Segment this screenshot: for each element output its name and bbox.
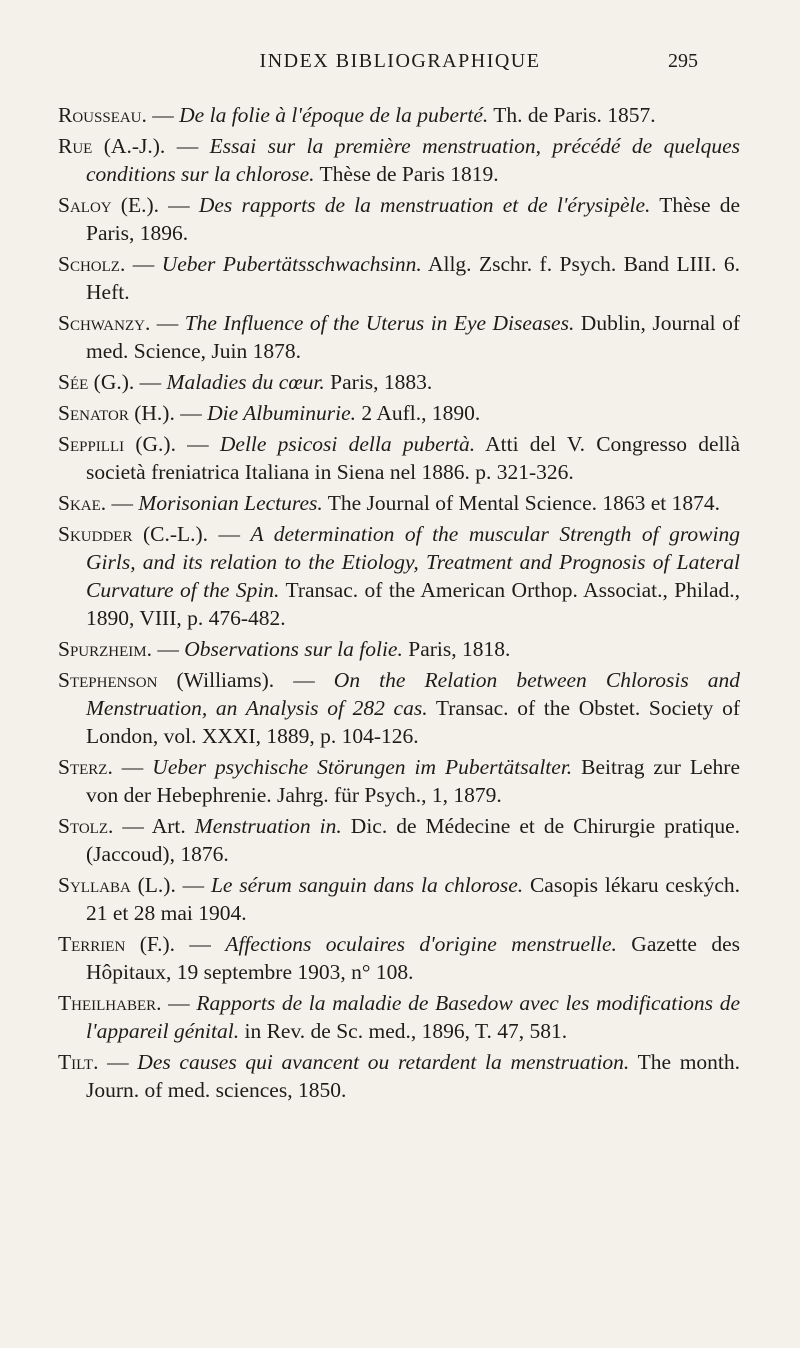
entry-publication: Dic. de Médecine et de Chirurgie pratique. (Jaccoud), 1876. [86, 814, 740, 866]
entry-author: Sée [58, 370, 89, 394]
entry-separator: (G.). — [88, 370, 167, 394]
entry-separator: (G.). — [124, 432, 220, 456]
bibliography-list [58, 101, 740, 1107]
entry-publication: in Rev. de Sc. med., 1896, T. 47, 581. [239, 1019, 568, 1043]
entry-publication: Casopis lékaru ceských. 21 et 28 mai 1904. [86, 873, 741, 925]
entry-separator: — [98, 1050, 138, 1074]
entry-title: Maladies du cœur. [166, 370, 325, 394]
running-head: INDEX BIBLIOGRAPHIQUE [259, 50, 541, 72]
bibliography-entry [58, 309, 740, 365]
entry-separator: — [161, 991, 197, 1015]
entry-separator: — [150, 311, 185, 335]
entry-title: Delle psicosi della pubertà. [219, 432, 476, 456]
entry-separator: — [112, 755, 153, 779]
entry-publication: Paris, 1818. [402, 637, 511, 661]
entry-title: Menstruation in. [194, 814, 342, 838]
entry-publication: Transac. of the American Orthop. Associat., Philad., 1890, VIII, p. 476-482. [86, 578, 740, 630]
page-header [0, 50, 800, 80]
entry-author: Skudder [58, 522, 133, 546]
entry-publication: Paris, 1883. [324, 370, 433, 394]
entry-separator: — [152, 637, 185, 661]
entry-publication: Th. de Paris. 1857. [488, 103, 656, 127]
entry-author: Terrien [58, 932, 126, 956]
entry-title: Des causes qui avancent ou retardent la menstruation. [137, 1050, 630, 1074]
entry-author: Spurzheim. [58, 637, 153, 661]
bibliography-entry [58, 989, 740, 1045]
bibliography-entry [58, 101, 740, 129]
entry-title: Observations sur la folie. [184, 637, 403, 661]
entry-title: On the Relation between Chlorosis and Menstruation, an Analysis of 282 cas. [86, 668, 741, 720]
entry-author: Tilt. [58, 1050, 99, 1074]
bibliography-entry [58, 250, 740, 306]
bibliography-entry [58, 430, 740, 486]
bibliography-entry [58, 132, 740, 188]
entry-publication: Allg. Zschr. f. Psych. Band LIII. 6. Heft. [86, 252, 741, 304]
entry-title: A determination of the muscular Strength of growing Girls, and its relation to the Etiology, Treatment and Prognosis of Lateral Curvature of the Spin. [86, 522, 740, 602]
bibliography-entry [58, 666, 740, 750]
entry-publication: Atti del V. Congresso dellà società freniatrica Italiana in Siena nel 1886. p. 321-326. [86, 432, 740, 484]
bibliography-entry [58, 871, 740, 927]
entry-title: Ueber Pubertätsschwachsinn. [161, 252, 422, 276]
entry-title: Ueber psychische Störungen im Pubertätsalter. [152, 755, 573, 779]
entry-author: Senator [58, 401, 129, 425]
entry-separator: (L.). — [130, 873, 211, 897]
bibliography-entry [58, 930, 740, 986]
entry-publication: 2 Aufl., 1890. [356, 401, 481, 425]
entry-separator: (F.). — [125, 932, 226, 956]
entry-separator: (H.). — [128, 401, 208, 425]
entry-author: Schwanzy. [58, 311, 151, 335]
entry-author: Stephenson [58, 668, 158, 692]
bibliography-entry [58, 812, 740, 868]
entry-publication: Dublin, Journal of med. Science, Juin 1878. [86, 311, 740, 363]
entry-title: The Influence of the Uterus in Eye Diseases. [184, 311, 575, 335]
bibliography-entry [58, 520, 740, 632]
entry-separator: (Williams). — [157, 668, 334, 692]
entry-separator: (A.-J.). — [92, 134, 210, 158]
entry-separator: — Art. [113, 814, 195, 838]
entry-publication: Thèse de Paris 1819. [314, 162, 499, 186]
entry-author: Sterz. [58, 755, 113, 779]
entry-title: Die Albuminurie. [207, 401, 356, 425]
entry-title: Rapports de la maladie de Basedow avec les modifications de l'appareil génital. [86, 991, 741, 1043]
bibliography-entry [58, 368, 740, 396]
entry-publication: The month. Journ. of med. sciences, 1850. [86, 1050, 741, 1102]
entry-author: Stolz. [58, 814, 114, 838]
entry-author: Saloy [58, 193, 112, 217]
entry-separator: — [125, 252, 162, 276]
entry-title: Le sérum sanguin dans la chlorose. [210, 873, 524, 897]
bibliography-entry [58, 635, 740, 663]
entry-publication: The Journal of Mental Science. 1863 et 1874. [322, 491, 721, 515]
bibliography-entry [58, 489, 740, 517]
entry-separator: (E.). — [111, 193, 199, 217]
entry-title: Essai sur la première menstruation, précédé de quelques conditions sur la chlorose. [86, 134, 741, 186]
entry-author: Syllaba [58, 873, 131, 897]
entry-author: Rousseau. [58, 103, 147, 127]
entry-author: Theilhaber. [58, 991, 162, 1015]
entry-publication: Transac. of the Obstet. Society of London, vol. XXXI, 1889, p. 104-126. [86, 696, 740, 748]
bibliography-entry [58, 191, 740, 247]
entry-publication: Thèse de Paris, 1896. [86, 193, 740, 245]
bibliography-entry [58, 1048, 740, 1104]
entry-author: Seppilli [58, 432, 125, 456]
entry-title: Morisonian Lectures. [138, 491, 323, 515]
entry-separator: (C.-L.). — [132, 522, 251, 546]
entry-title: Affections oculaires d'origine menstruelle. [225, 932, 617, 956]
entry-author: Skae. [58, 491, 107, 515]
entry-title: Des rapports de la menstruation et de l'érysipèle. [198, 193, 651, 217]
page-number: 295 [668, 50, 698, 72]
entry-publication: Beitrag zur Lehre von der Hebephrenie. Jahrg. für Psych., 1, 1879. [86, 755, 740, 807]
entry-author: Rue [58, 134, 93, 158]
bibliography-entry [58, 399, 740, 427]
entry-title: De la folie à l'époque de la puberté. [179, 103, 489, 127]
entry-separator: — [106, 491, 139, 515]
entry-publication: Gazette des Hôpitaux, 19 septembre 1903, n° 108. [86, 932, 741, 984]
entry-author: Scholz. [58, 252, 126, 276]
entry-separator: — [146, 103, 180, 127]
bibliography-entry [58, 753, 740, 809]
